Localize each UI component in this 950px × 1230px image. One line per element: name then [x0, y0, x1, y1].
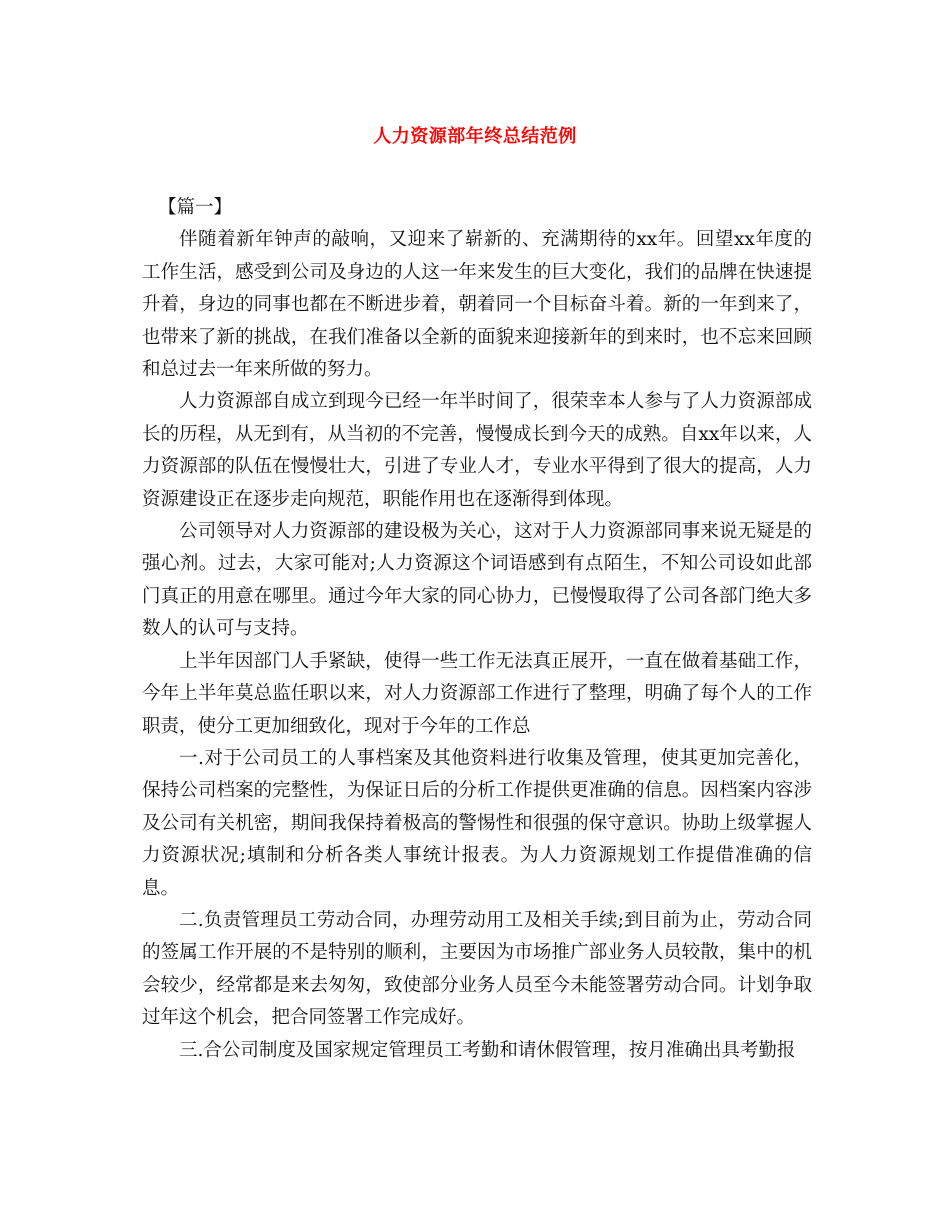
paragraph-2: 人力资源部自成立到现今已经一年半时间了，很荣幸本人参与了人力资源部成长的历程，从无到有，从当初的不完善，慢慢成长到今天的成熟。自xx年以来，人力资源部的队伍在慢慢壮大，引进了专业人才，专业水平得到了很大的提高，人力资源建设正在逐步走向规范，职能作用也在逐渐得到体现。	[142, 391, 812, 510]
document-body	[142, 192, 812, 1067]
paragraph-1: 伴随着新年钟声的敲响，又迎来了崭新的、充满期待的xx年。回望xx年度的工作生活，感受到公司及身边的人这一年来发生的巨大变化，我们的品牌在快速提升着，身边的同事也都在不断进步着，朝着同一个目标奋斗着。新的一年到来了，也带来了新的挑战，在我们准备以全新的面貌来迎接新年的到来时，也不忘来回顾和总过去一年来所做的努力。	[142, 229, 812, 381]
paragraph-5: 一.对于公司员工的人事档案及其他资料进行收集及管理，使其更加完善化，保持公司档案的完整性，为保证日后的分析工作提供更准确的信息。因档案内容涉及公司有关机密，期间我保持着极高的警惕性和很强的保守意识。协助上级掌握人力资源状况;填制和分析各类人事统计报表。为人力资源规划工作提借准确的信息。	[142, 747, 812, 899]
paragraph-3: 公司领导对人力资源部的建设极为关心，这对于人力资源部同事来说无疑是的强心剂。过去，大家可能对;人力资源这个词语感到有点陌生，不知公司设如此部门真正的用意在哪里。通过今年大家的同心协力，已慢慢取得了公司各部门绝大多数人的认可与支持。	[142, 521, 812, 640]
document-title: 人力资源部年终总结范例	[373, 126, 577, 147]
paragraph-4: 上半年因部门人手紧缺，使得一些工作无法真正展开，一直在做着基础工作，今年上半年莫总监任职以来，对人力资源部工作进行了整理，明确了每个人的工作职责，使分工更加细致化，现对于今年的工作总	[142, 650, 812, 737]
section-mark: 【篇一】	[158, 197, 233, 218]
paragraph-6: 二.负责管理员工劳动合同，办理劳动用工及相关手续;到目前为止，劳动合同的签属工作开展的不是特别的顺利，主要因为市场推广部业务人员较散，集中的机会较少，经常都是来去匆匆，致使部分业务人员至今未能签署劳动合同。计划争取过年这个机会，把合同签署工作完成好。	[142, 909, 812, 1029]
paragraph-7: 三.合公司制度及国家规定管理员工考勤和请休假管理，按月准确出具考勤报	[179, 1039, 796, 1061]
